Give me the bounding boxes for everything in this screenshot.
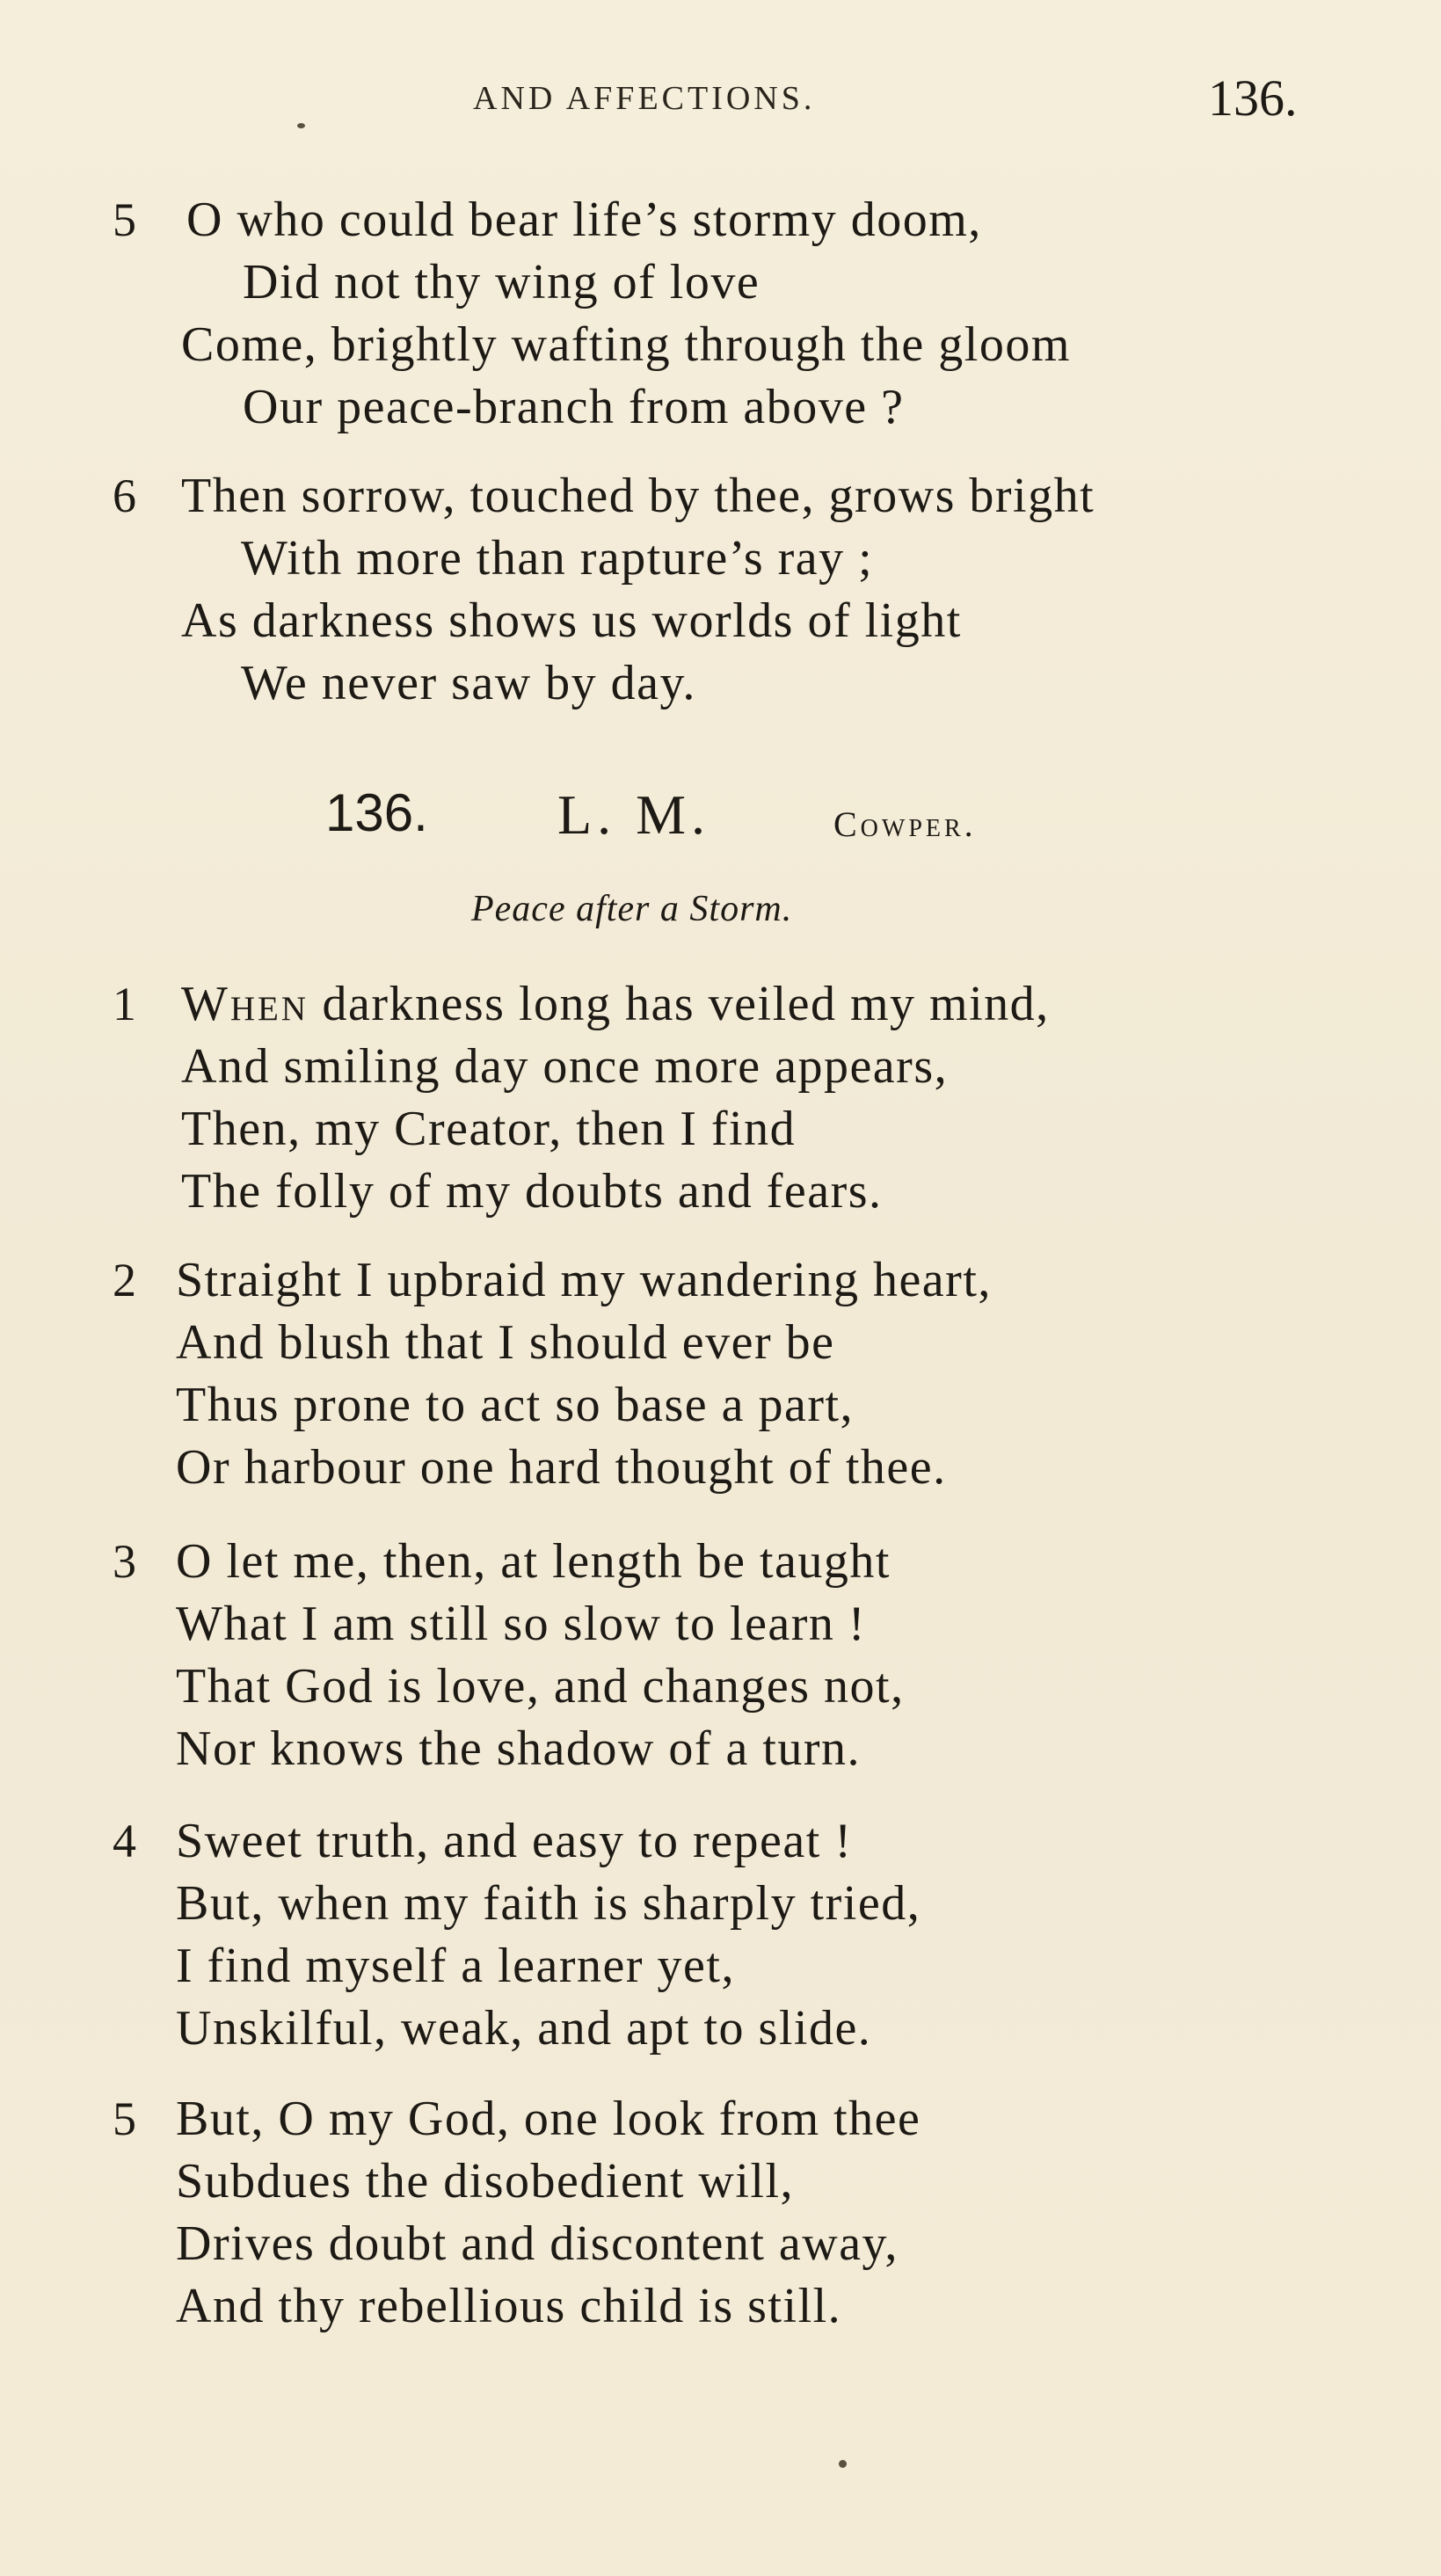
verse-line: But, when my faith is sharply tried,: [176, 1876, 921, 1931]
verse-line: And thy rebellious child is still.: [176, 2279, 842, 2333]
stanza-number: 1: [113, 978, 136, 1030]
hymn-meter: L. M.: [557, 783, 710, 846]
verse-line: I find myself a learner yet,: [176, 1939, 735, 1993]
first-word-small-caps: When: [181, 977, 309, 1031]
ink-speck: [297, 123, 305, 128]
stanza-number: 5: [113, 193, 136, 246]
verse-line: Drives doubt and discontent away,: [176, 2216, 899, 2271]
verse-line: Unskilful, weak, and apt to slide.: [176, 2001, 872, 2056]
page-number: 136.: [1208, 69, 1298, 127]
verse-line: That God is love, and changes not,: [176, 1659, 905, 1714]
verse-line: Thus prone to act so base a part,: [176, 1378, 855, 1432]
verse-line: But, O my God, one look from thee: [176, 2092, 921, 2146]
verse-line: O let me, then, at length be taught: [176, 1534, 891, 1589]
verse-line: Then, my Creator, then I find: [181, 1102, 797, 1156]
verse-line: Our peace-branch from above ?: [243, 380, 905, 434]
verse-line: Come, brightly wafting through the gloom: [181, 317, 1071, 372]
verse-line: With more than rapture’s ray ;: [241, 531, 874, 586]
hymn-number: 136.: [325, 783, 428, 842]
verse-line: Subdues the disobedient will,: [176, 2154, 795, 2209]
verse-line: What I am still so slow to learn !: [176, 1597, 867, 1651]
verse-line: Did not thy wing of love: [243, 255, 761, 309]
running-head: [0, 69, 1441, 130]
verse-line: And smiling day once more appears,: [181, 1039, 949, 1094]
verse-line: Nor knows the shadow of a turn.: [176, 1721, 862, 1776]
stanza-number: 3: [113, 1535, 136, 1588]
verse-line: Sweet truth, and easy to repeat !: [176, 1814, 853, 1868]
verse-line: [181, 972, 1050, 1036]
stanza-number: 4: [113, 1815, 136, 1867]
verse-line-rest: darkness long has veiled my mind,: [309, 977, 1050, 1031]
verse-line: Straight I upbraid my wandering heart,: [176, 1253, 992, 1307]
verse-line: Then sorrow, touched by thee, grows bright: [181, 469, 1095, 523]
hymn-header: [0, 782, 1441, 862]
stanza-number: 2: [113, 1254, 136, 1306]
verse-line: And blush that I should ever be: [176, 1315, 835, 1370]
verse-line: O who could bear life’s stormy doom,: [186, 193, 982, 247]
stanza-number: 6: [113, 469, 136, 522]
hymn-subtitle: Peace after a Storm.: [471, 889, 793, 929]
hymn-author: Cowper.: [833, 804, 977, 844]
verse-line: As darkness shows us worlds of light: [181, 593, 962, 648]
verse-line: Or harbour one hard thought of thee.: [176, 1440, 947, 1495]
verse-line: The folly of my doubts and fears.: [181, 1164, 883, 1219]
ink-speck: [839, 2460, 847, 2468]
stanza-number: 5: [113, 2092, 136, 2145]
running-title: AND AFFECTIONS.: [473, 80, 816, 117]
verse-line: We never saw by day.: [241, 656, 696, 710]
